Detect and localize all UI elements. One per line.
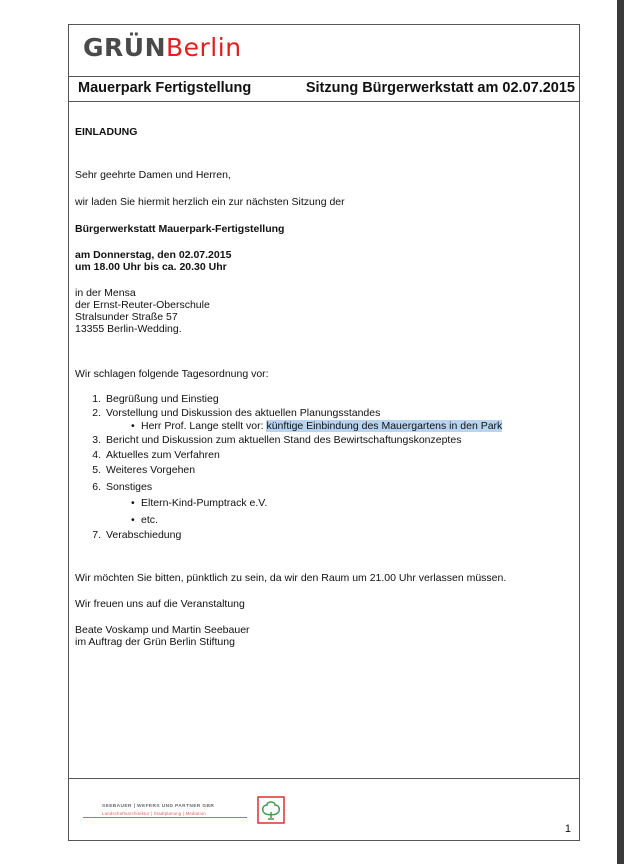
footer-company: SEEBAUER | WEFERS UND PARTNER GBR bbox=[102, 804, 215, 809]
bullet-icon: • bbox=[131, 514, 135, 526]
location-line: 13355 Berlin-Wedding. bbox=[75, 323, 182, 335]
agenda-item: 4. Aktuelles zum Verfahren bbox=[92, 449, 220, 461]
signature-line: im Auftrag der Grün Berlin Stiftung bbox=[75, 636, 235, 648]
highlighted-text: künftige Einbindung des Mauergartens in den Park bbox=[266, 420, 503, 432]
document-page bbox=[68, 24, 580, 841]
closing-text: Wir freuen uns auf die Veranstaltung bbox=[75, 598, 245, 610]
page-number: 1 bbox=[564, 823, 571, 835]
event-time: um 18.00 Uhr bis ca. 20.30 Uhr bbox=[75, 261, 227, 273]
header-row bbox=[69, 76, 579, 102]
tree-logo-icon bbox=[257, 796, 285, 824]
header-bottom-rule bbox=[69, 101, 579, 102]
header-project: Mauerpark Fertigstellung bbox=[78, 80, 252, 96]
footer-rule bbox=[69, 778, 579, 779]
bullet-icon: • bbox=[131, 497, 135, 509]
location-line: Stralsunder Straße 57 bbox=[75, 311, 178, 323]
agenda-item: 5. Weiteres Vorgehen bbox=[92, 464, 196, 476]
salutation: Sehr geehrte Damen und Herren, bbox=[75, 169, 231, 181]
agenda-subitem: • etc. bbox=[131, 514, 158, 526]
logo-row bbox=[69, 25, 579, 76]
punctuality-note: Wir möchten Sie bitten, pünktlich zu sein, da wir den Raum um 21.00 Uhr verlassen müssen. bbox=[75, 572, 507, 584]
agenda-item: 6. Sonstiges bbox=[92, 481, 153, 493]
window-edge bbox=[617, 0, 624, 864]
agenda-subitem: • Eltern-Kind-Pumptrack e.V. bbox=[131, 497, 268, 509]
footer-accent-line bbox=[83, 817, 247, 818]
agenda-item: 1. Begrüßung und Einstieg bbox=[92, 393, 219, 405]
footer-tagline: Landschaftsarchitektur | Stadtplanung | Mediation bbox=[102, 811, 206, 816]
invitation-title: EINLADUNG bbox=[75, 126, 138, 138]
header-meeting: Sitzung Bürgerwerkstatt am 02.07.2015 bbox=[305, 80, 575, 96]
location-line: der Ernst-Reuter-Oberschule bbox=[75, 299, 210, 311]
location-line: in der Mensa bbox=[75, 287, 136, 299]
bullet-icon: • bbox=[131, 420, 135, 432]
gruen-berlin-logo: GRÜNBerlin bbox=[83, 33, 242, 62]
agenda-subitem: • Herr Prof. Lange stellt vor: künftige Einbindung des Mauergartens in den Park bbox=[131, 420, 503, 432]
event-date: am Donnerstag, den 02.07.2015 bbox=[75, 249, 232, 261]
agenda-item: 7. Verabschiedung bbox=[92, 529, 182, 541]
intro-text: wir laden Sie hiermit herzlich ein zur nächsten Sitzung der bbox=[75, 196, 345, 208]
agenda-intro: Wir schlagen folgende Tagesordnung vor: bbox=[75, 368, 269, 380]
agenda-item: 3. Bericht und Diskussion zum aktuellen Stand des Bewirtschaftungskonzeptes bbox=[92, 434, 462, 446]
agenda-item: 2. Vorstellung und Diskussion des aktuellen Planungsstandes bbox=[92, 407, 381, 419]
event-name: Bürgerwerkstatt Mauerpark-Fertigstellung bbox=[75, 223, 285, 235]
signature-line: Beate Voskamp und Martin Seebauer bbox=[75, 624, 250, 636]
